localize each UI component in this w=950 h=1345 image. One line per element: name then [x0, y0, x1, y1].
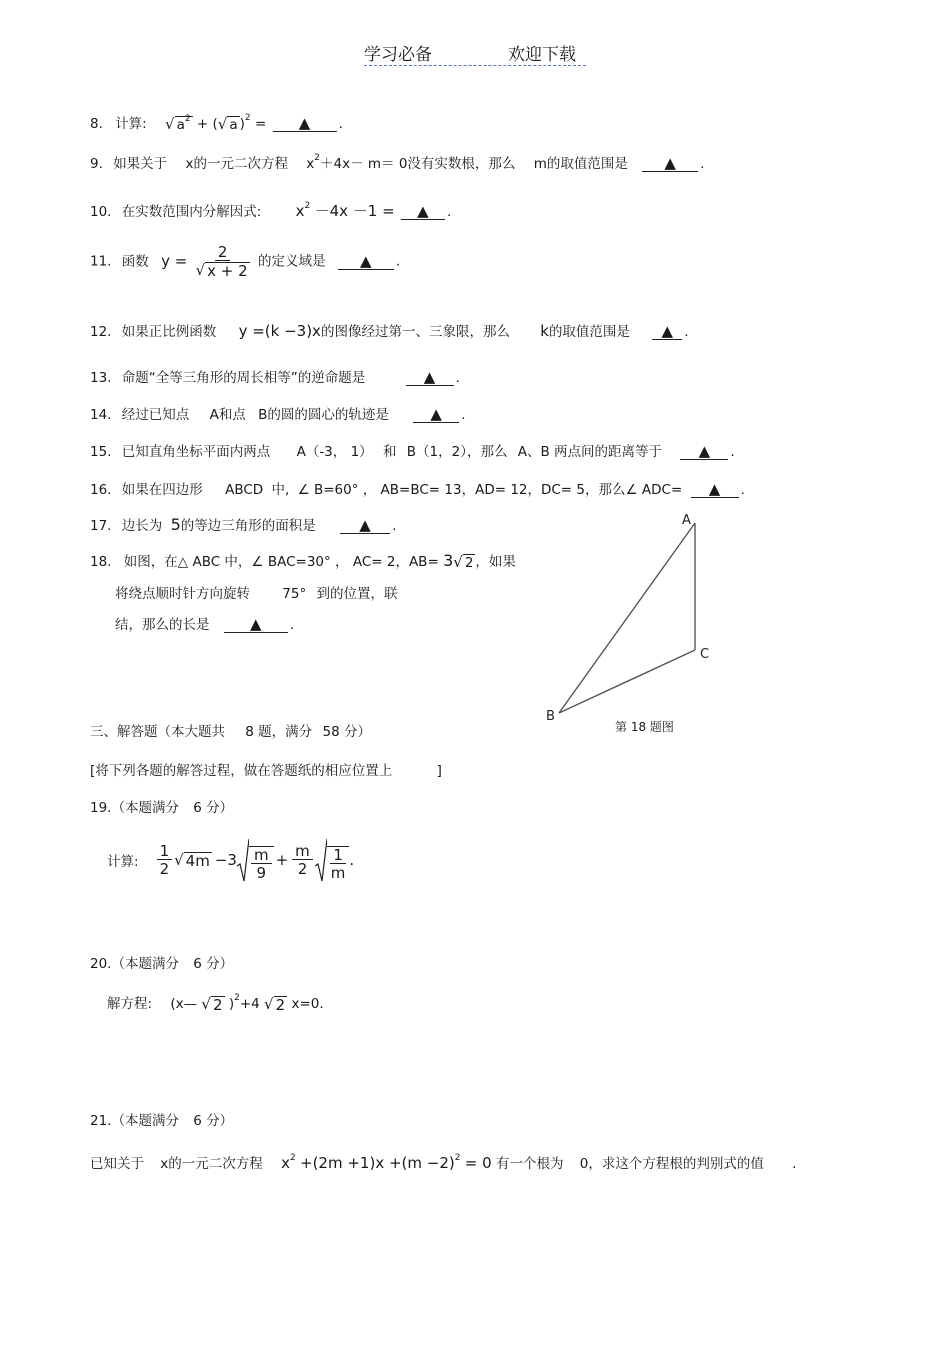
question-19-header: 19.（本题满分 6 分）	[90, 800, 234, 816]
vertex-label-a: A	[682, 513, 691, 528]
answer-blank: ▲	[413, 407, 459, 423]
question-number: 8.	[90, 116, 103, 132]
question-11: 11. 函数 y = 2 √ x + 2 的定义域是 ▲ .	[90, 243, 401, 280]
sqrt-a-squared: √ $a^2$	[165, 113, 191, 133]
question-number: 18.	[90, 554, 112, 570]
fraction-half: $\frac{1}{2}$	[157, 843, 173, 878]
question-18-line-2: 将绕点顺时针方向旋转 75° 到的位置，联	[115, 586, 398, 602]
question-8: 8. 计算: √ $a^2$ + ( √ a )$^2$ = ▲ .	[90, 113, 343, 133]
section-3-title: 三、解答题（本大题共 8 题，满分 58 分）	[90, 724, 371, 740]
side-ba	[559, 523, 695, 713]
question-number: 17.	[90, 518, 112, 534]
question-number: 15.	[90, 444, 112, 460]
question-20-equation: 解方程: (x— √ 2 )$^2$+4 √ 2 x=0.	[107, 993, 324, 1014]
answer-blank: ▲	[224, 617, 288, 633]
sqrt-1-over-m: $\frac{1}{m}$	[315, 838, 350, 882]
section-3-note: [将下列各题的解答过程，做在答题纸的相应位置上 ]	[90, 763, 442, 779]
vertex-label-c: C	[700, 647, 710, 662]
question-21-header: 21.（本题满分 6 分）	[90, 1113, 234, 1129]
question-number: 10.	[90, 204, 112, 220]
sqrt-a: √ a	[217, 114, 238, 133]
question-number: 12.	[90, 324, 112, 340]
question-19-expression: 计算: $\frac{1}{2}$ √ 4m −3 $\frac{m}{9}$ + $\frac{m}{2}$ $\frac{1}{m}$ .	[107, 838, 354, 882]
sqrt-2: √ 2	[201, 994, 223, 1014]
question-9: 9. 如果关于 x的一元二次方程 $x^2+4x- m= 0$没有实数根，那么 m的取值范围是 ▲ .	[90, 153, 705, 172]
question-number: 11.	[90, 253, 112, 270]
answer-blank: ▲	[652, 324, 682, 340]
question-17: 17. 边长为 5的等边三角形的面积是 ▲ .	[90, 515, 397, 534]
sqrt-m-over-9: $\frac{m}{9}$	[237, 838, 274, 882]
answer-blank: ▲	[406, 370, 454, 386]
answer-blank: ▲	[338, 254, 394, 270]
question-16: 16. 如果在四边形 ABCD 中, ∠ B=60° ， AB=BC= 13，AD= 12，DC= 5，那么∠ ADC= ▲ .	[90, 480, 745, 498]
answer-blank: ▲	[401, 204, 445, 220]
answer-blank: ▲	[642, 156, 698, 172]
question-number: 13.	[90, 370, 112, 386]
vertex-label-b: B	[546, 709, 555, 724]
question-label: 计算:	[115, 116, 147, 132]
sqrt-2: √ 2	[264, 994, 286, 1014]
question-12: 12. 如果正比例函数 y =(k −3)x的图像经过第一、三象限，那么 k的取值范围是 ▲ .	[90, 322, 689, 340]
question-18: 18. 如图，在△ ABC 中，∠ BAC=30° ， AC= 2，AB= 3 √ 2 ，如果	[90, 551, 516, 571]
answer-blank: ▲	[680, 444, 728, 460]
question-13: 13. 命题“全等三角形的周长相等”的逆命题是 ▲ .	[90, 368, 460, 386]
side-cb	[559, 650, 695, 713]
figure-caption: 第 18 题图	[615, 720, 674, 734]
fraction-m-over-2: $\frac{m}{2}$	[292, 843, 313, 878]
question-10: 10. 在实数范围内分解因式: $x^2 -4x -1$ = ▲ .	[90, 201, 452, 220]
answer-blank: ▲	[273, 116, 337, 132]
sqrt-2: √ 2	[453, 552, 474, 571]
fraction-2-over-sqrt: 2 √ x + 2	[195, 243, 248, 280]
header-dashed-rule	[364, 65, 586, 66]
header-right: 欢迎下载	[508, 45, 576, 65]
question-number: 14.	[90, 407, 112, 423]
question-number: 9.	[90, 156, 103, 172]
header-left: 学习必备	[364, 45, 432, 65]
question-15: 15. 已知直角坐标平面内两点 A（-3， 1） 和 B（1，2），那么 A、B 两点间的距离等于 ▲ .	[90, 442, 735, 460]
sqrt-4m: √ 4m	[174, 850, 210, 870]
question-21-text: 已知关于 x的一元二次方程 $x^2 +(2m +1)x +(m -2)^2 = 0$ 有一个根为 0，求这个方程根的判别式的值 .	[90, 1153, 797, 1172]
triangle-figure	[540, 510, 730, 725]
answer-blank: ▲	[691, 482, 739, 498]
answer-blank: ▲	[340, 518, 390, 534]
question-18-line-3: 结，那么的长是 ▲ .	[115, 615, 295, 633]
question-14: 14. 经过已知点 A和点 B的圆的圆心的轨迹是 ▲ .	[90, 405, 466, 423]
question-number: 16.	[90, 482, 112, 498]
question-20-header: 20.（本题满分 6 分）	[90, 956, 234, 972]
